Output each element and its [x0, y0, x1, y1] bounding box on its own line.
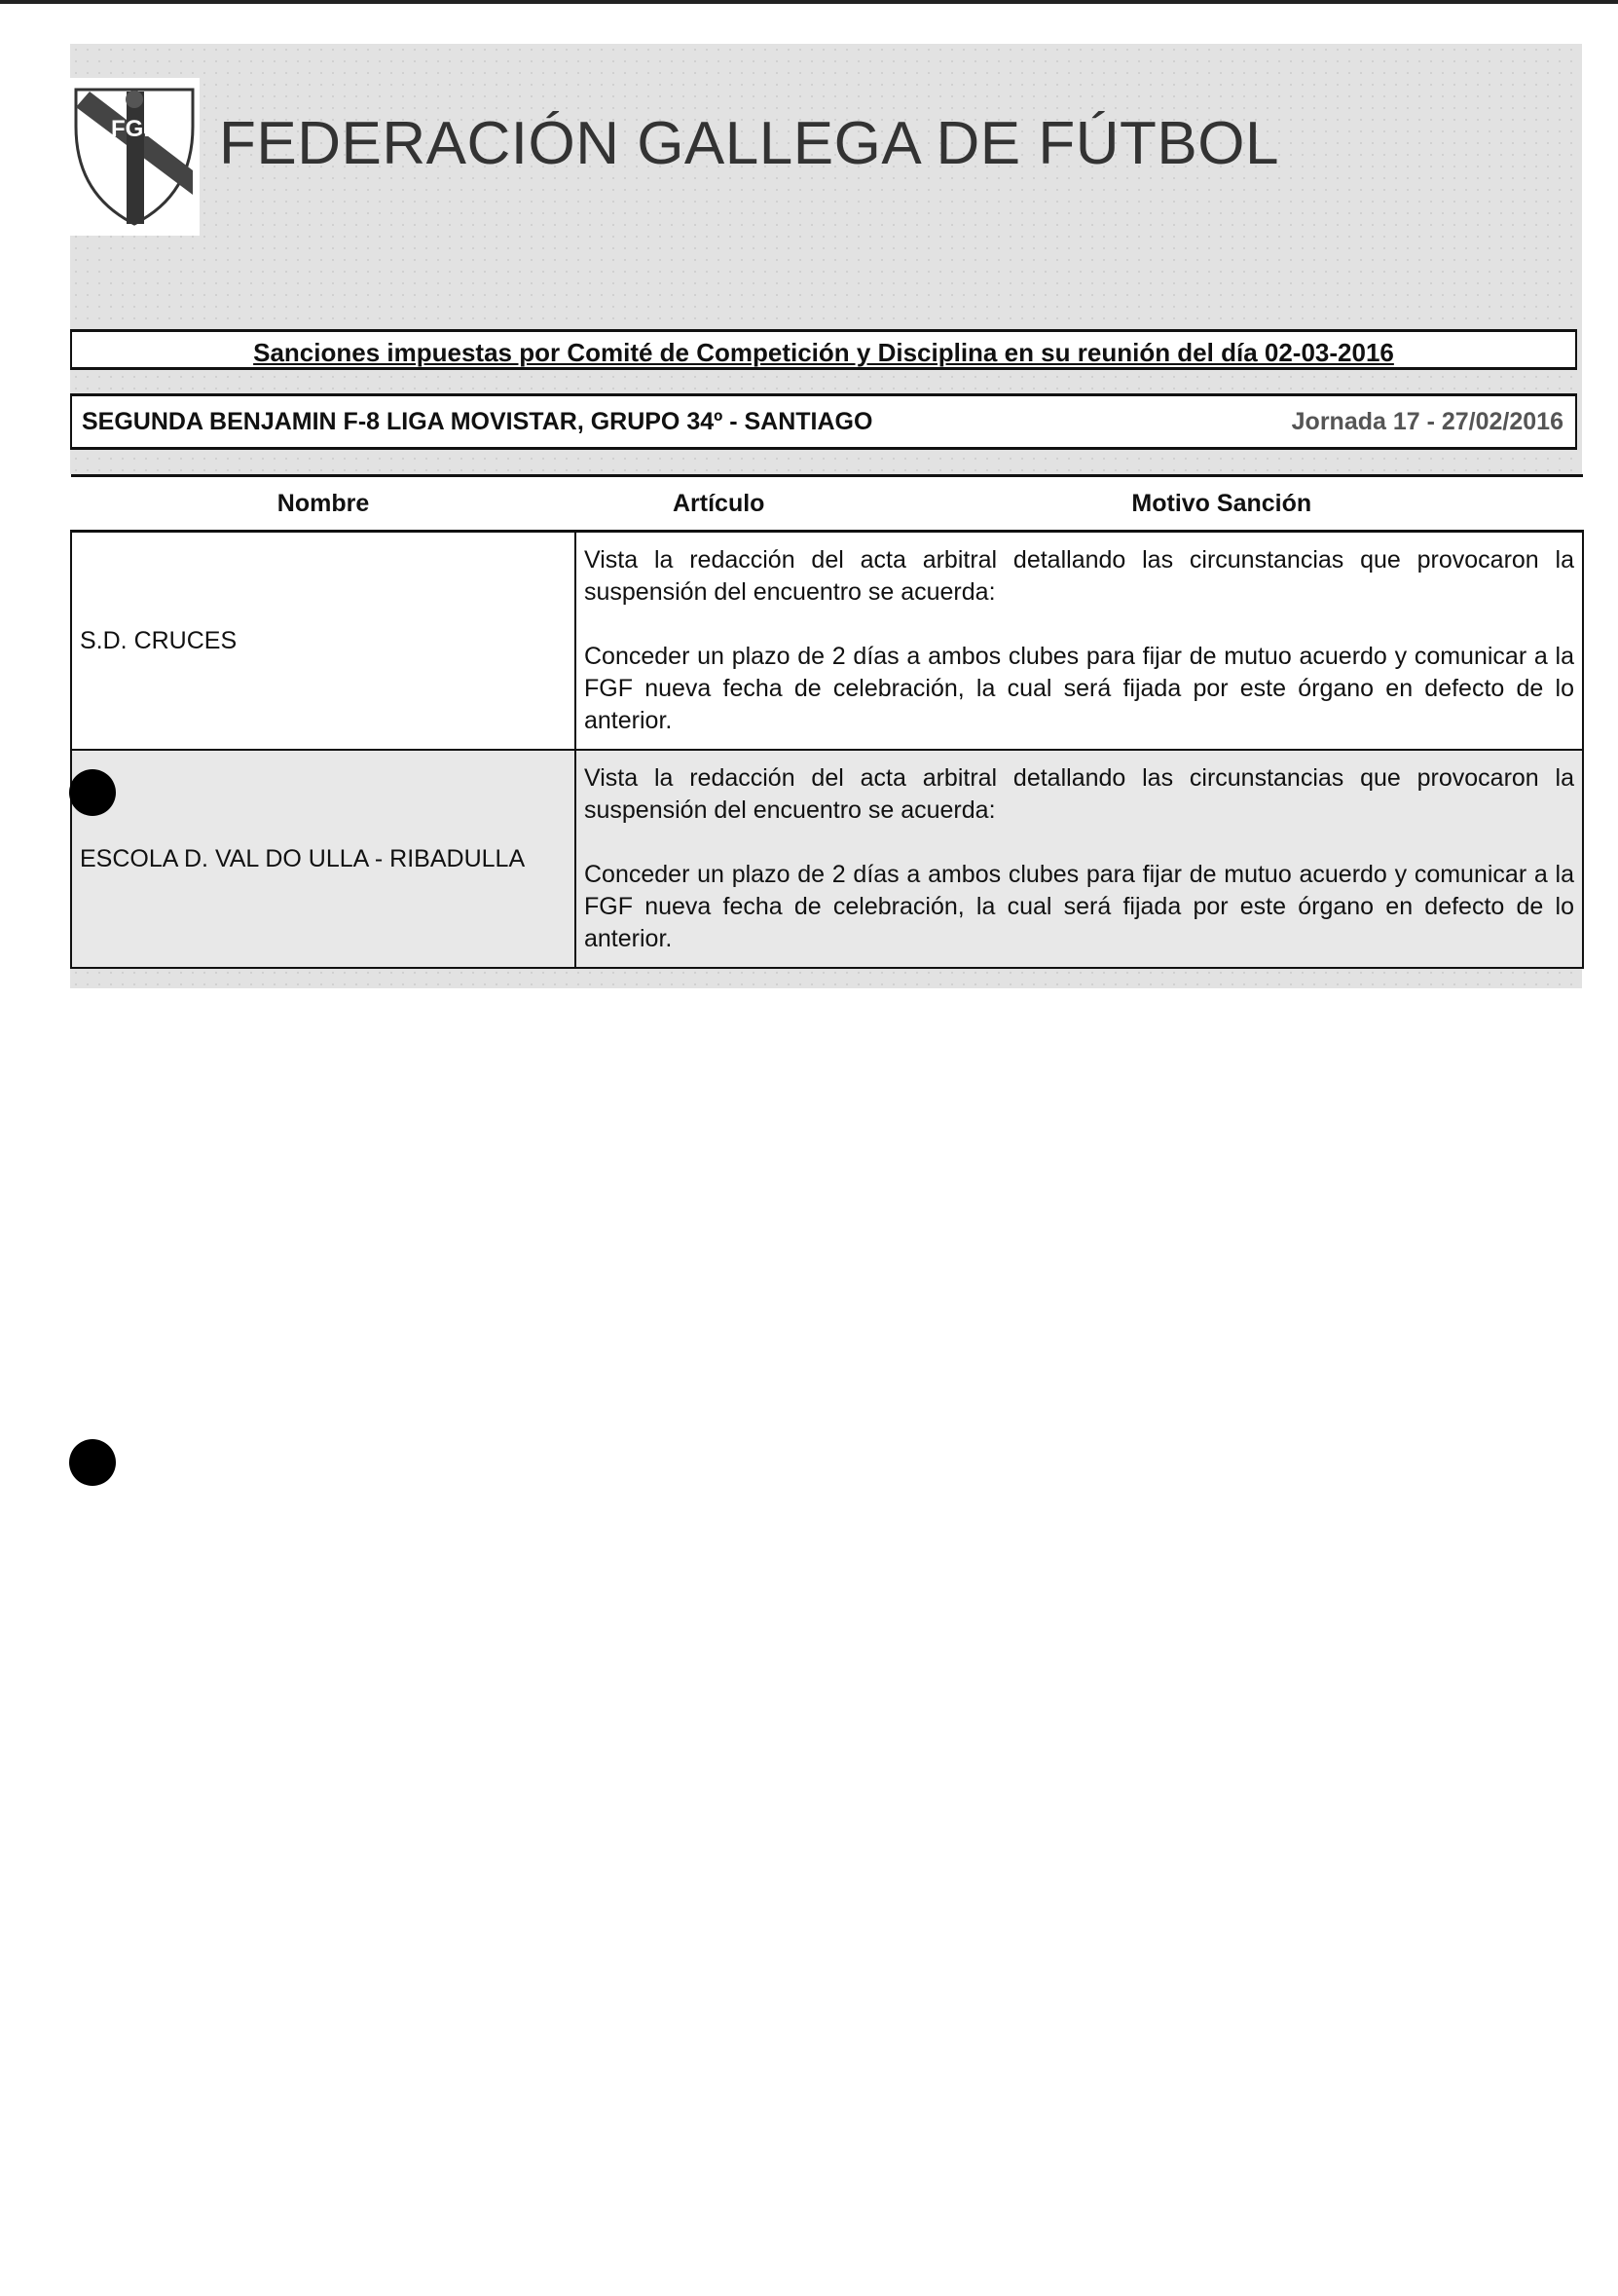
row-name: ESCOLA D. VAL DO ULLA - RIBADULLA	[71, 750, 575, 968]
competition-box	[70, 393, 1577, 450]
svg-text:FGF: FGF	[111, 116, 158, 142]
punch-hole	[69, 1439, 116, 1486]
fgf-logo	[70, 78, 200, 236]
fgf-shield-icon	[70, 78, 200, 236]
row-name: S.D. CRUCES	[71, 532, 575, 751]
motivo-para2: Conceder un plazo de 2 días a ambos clubes para fijar de mutuo acuerdo y comunicar a la FGF nueva fecha de celebración, la cual será fijada por este órgano en defecto de lo anterior.	[584, 643, 1574, 734]
punch-hole	[69, 769, 116, 816]
header-articulo	[575, 476, 1583, 532]
motivo-para1: Vista la redacción del acta arbitral detallando las circunstancias que provocaron la suspensión del encuentro se acuerda:	[584, 546, 1574, 606]
sanctions-title-box	[70, 329, 1577, 370]
table-row	[71, 750, 1583, 968]
motivo-para2: Conceder un plazo de 2 días a ambos clubes para fijar de mutuo acuerdo y comunicar a la FGF nueva fecha de celebración, la cual será fijada por este órgano en defecto de lo anterior.	[584, 861, 1574, 952]
sanctions-title: Sanciones impuestas por Comité de Competición y Disciplina en su reunión del día 02-03-2016	[253, 338, 1394, 367]
header-nombre: Nombre	[71, 476, 575, 532]
competition-name: SEGUNDA BENJAMIN F-8 LIGA MOVISTAR, GRUPO 34º - SANTIAGO	[82, 407, 873, 435]
table-row	[71, 532, 1583, 751]
scan-edge	[0, 0, 1618, 4]
row-motivo	[575, 750, 1583, 968]
org-title: FEDERACIÓN GALLEGA DE FÚTBOL	[219, 110, 1279, 177]
header-articulo-label: Artículo	[673, 489, 765, 517]
header-motivo: Motivo Sanción	[1131, 489, 1312, 517]
jornada: Jornada 17 - 27/02/2016	[1291, 407, 1563, 435]
row-motivo	[575, 532, 1583, 751]
sanctions-table	[70, 474, 1584, 969]
table-header	[71, 476, 1583, 532]
motivo-para1: Vista la redacción del acta arbitral detallando las circunstancias que provocaron la suspensión del encuentro se acuerda:	[584, 764, 1574, 824]
